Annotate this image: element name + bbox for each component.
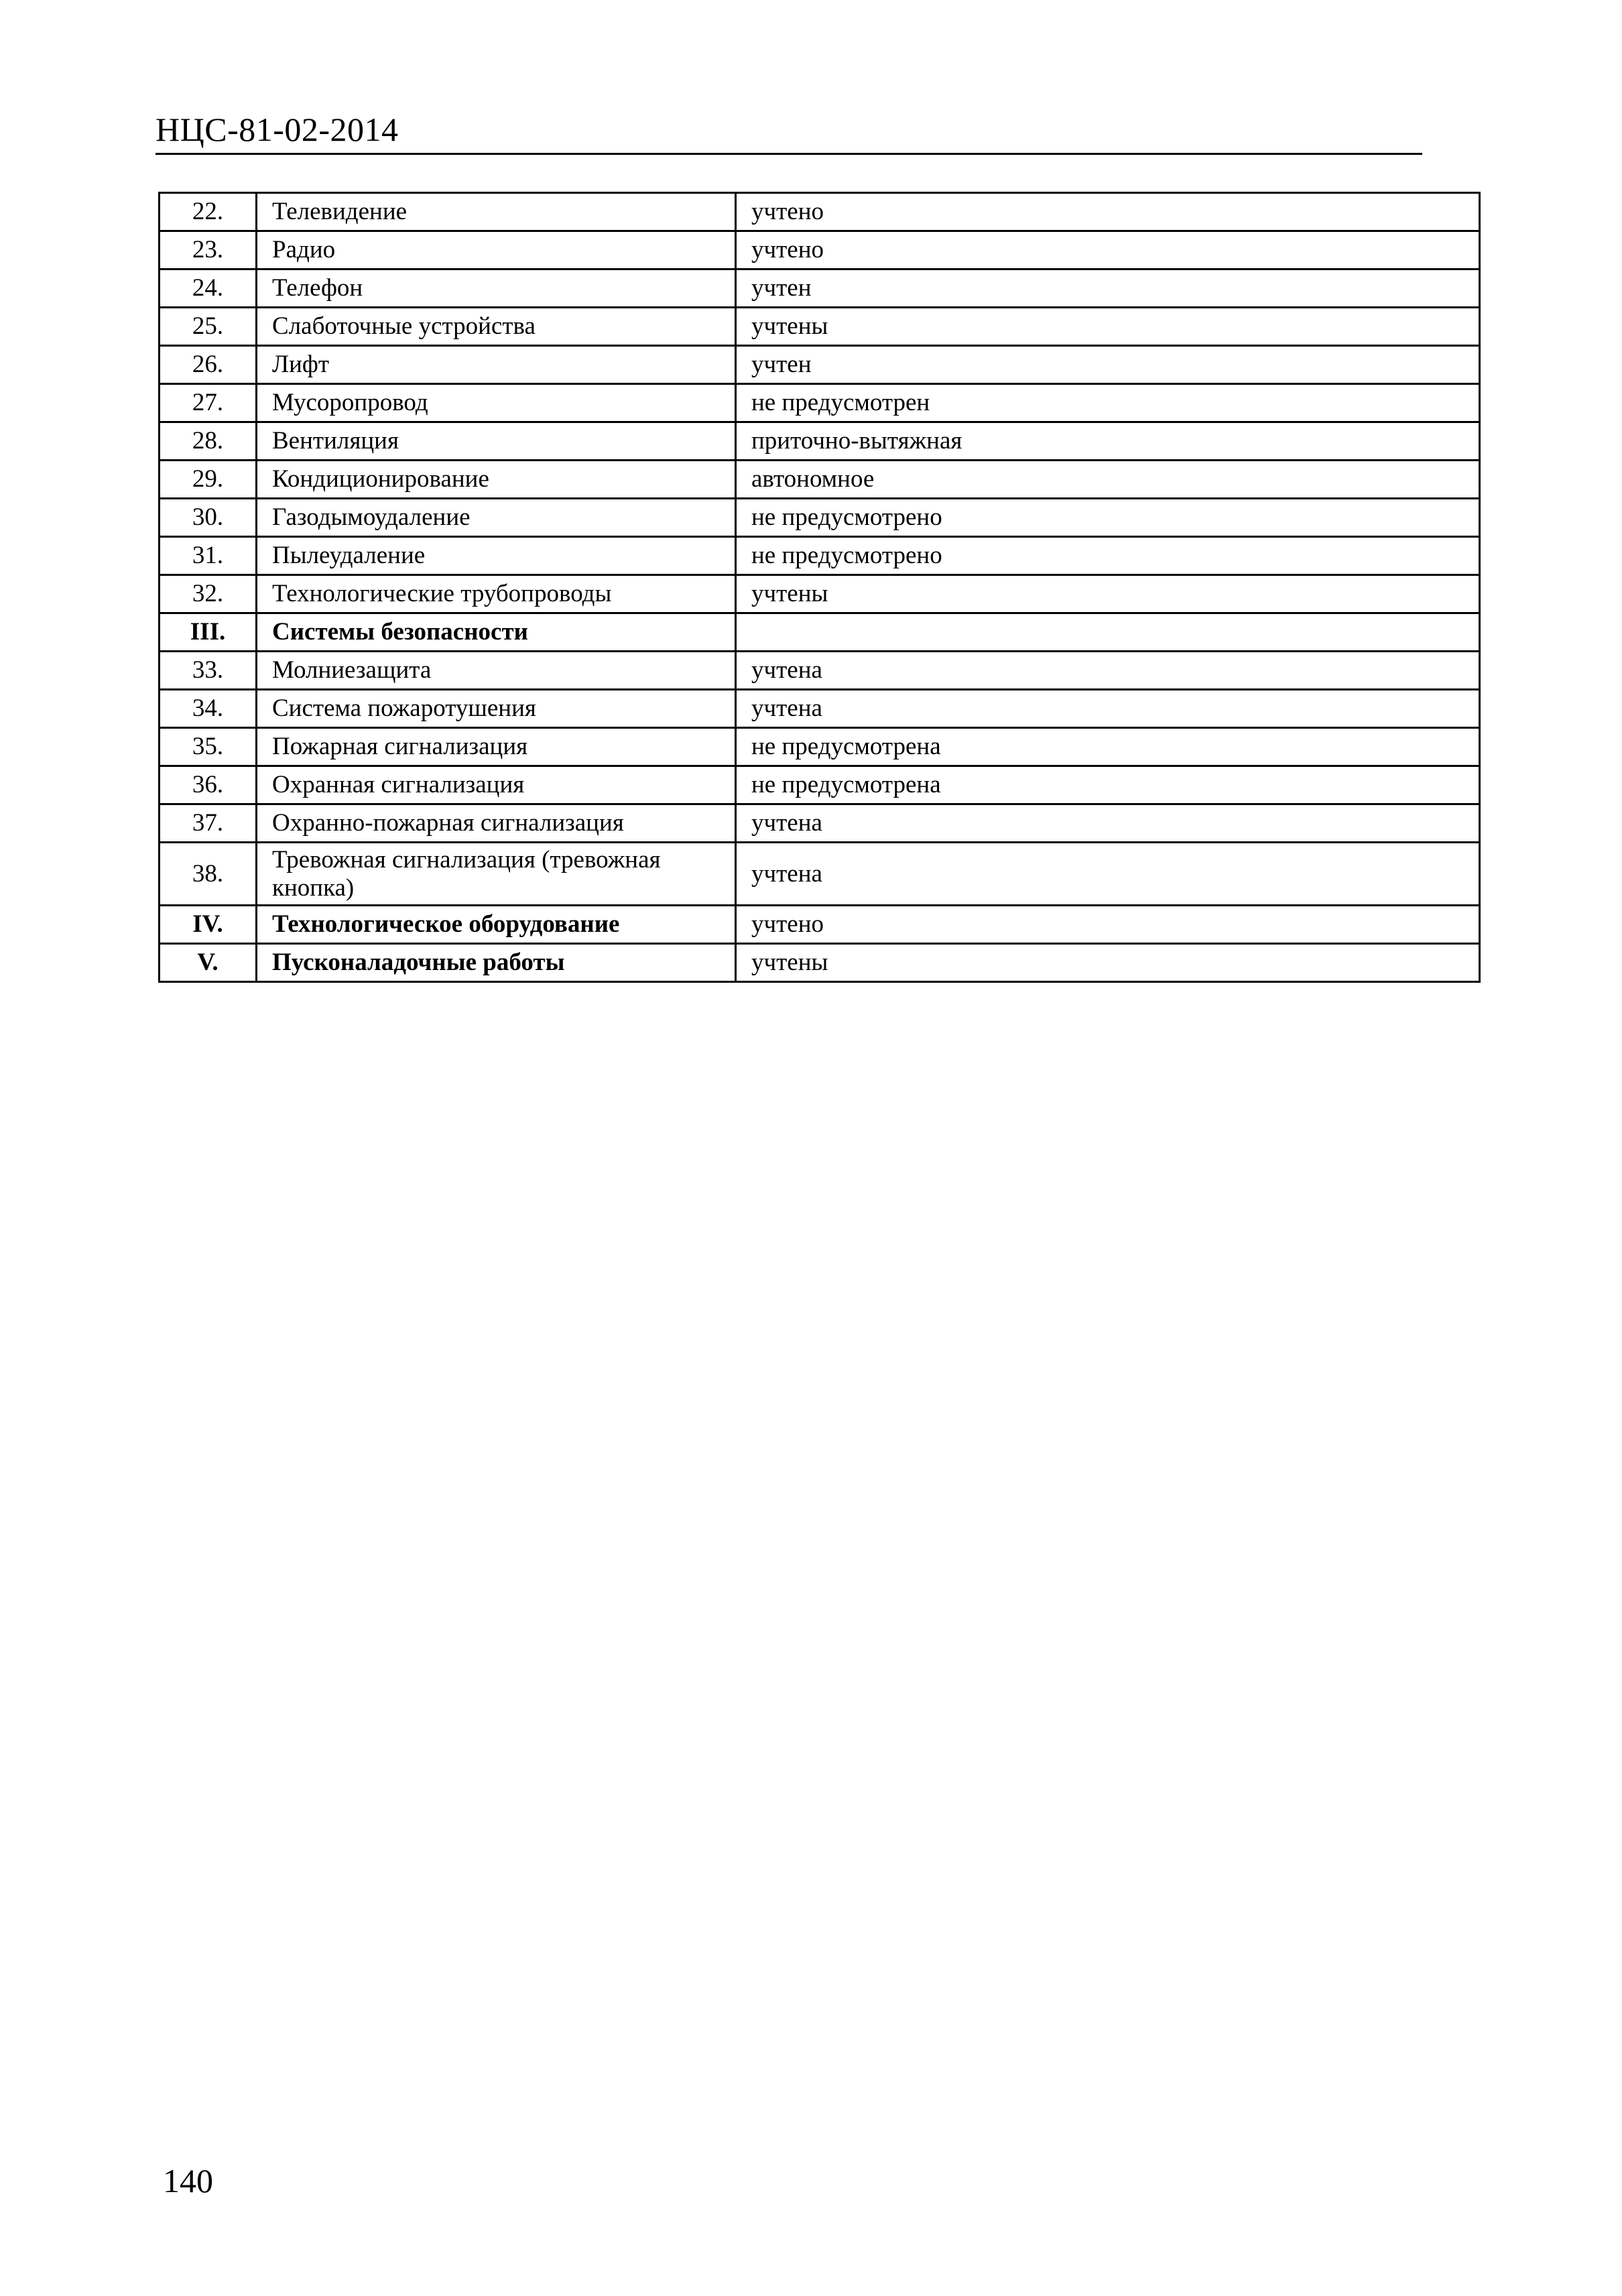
row-value: не предусмотрен (736, 384, 1480, 422)
table-row (160, 804, 1480, 843)
document-header: НЦС-81-02-2014 (155, 111, 399, 148)
row-number: 23. (160, 231, 257, 269)
row-value: учтена (736, 804, 1480, 843)
row-value: учтена (736, 652, 1480, 690)
row-number: 35. (160, 728, 257, 766)
section-number: V. (160, 944, 257, 982)
row-name: Система пожаротушения (257, 690, 736, 728)
table-row (160, 652, 1480, 690)
header-rule (155, 153, 1422, 155)
page-number: 140 (163, 2162, 213, 2199)
row-name: Молниезащита (257, 652, 736, 690)
row-number: 29. (160, 461, 257, 499)
row-name: Пылеудаление (257, 537, 736, 575)
row-number: 28. (160, 422, 257, 461)
row-number: 34. (160, 690, 257, 728)
section-number: III. (160, 613, 257, 652)
row-number: 33. (160, 652, 257, 690)
row-value: не предусмотрена (736, 728, 1480, 766)
row-name: Телефон (257, 269, 736, 308)
table-row (160, 269, 1480, 308)
row-value: не предусмотрено (736, 537, 1480, 575)
row-value: не предусмотрено (736, 499, 1480, 537)
section-row (160, 944, 1480, 982)
row-number: 27. (160, 384, 257, 422)
table-row (160, 461, 1480, 499)
row-name: Кондиционирование (257, 461, 736, 499)
row-name: Охранная сигнализация (257, 766, 736, 804)
section-row (160, 613, 1480, 652)
row-name: Мусоропровод (257, 384, 736, 422)
section-title: Технологическое оборудование (257, 906, 736, 944)
row-value: учтен (736, 346, 1480, 384)
row-name: Лифт (257, 346, 736, 384)
table-row (160, 843, 1480, 906)
row-number: 22. (160, 193, 257, 231)
row-name: Охранно-пожарная сигнализация (257, 804, 736, 843)
row-value: учтены (736, 308, 1480, 346)
row-number: 25. (160, 308, 257, 346)
section-value: учтены (736, 944, 1480, 982)
table-row (160, 308, 1480, 346)
row-value: учтен (736, 269, 1480, 308)
row-name: Газодымоудаление (257, 499, 736, 537)
row-number: 26. (160, 346, 257, 384)
row-value: автономное (736, 461, 1480, 499)
table-row (160, 575, 1480, 613)
table-row (160, 537, 1480, 575)
row-number: 31. (160, 537, 257, 575)
row-number: 30. (160, 499, 257, 537)
row-value: учтены (736, 575, 1480, 613)
table-row (160, 384, 1480, 422)
section-row (160, 906, 1480, 944)
row-value: учтено (736, 231, 1480, 269)
row-name: Пожарная сигнализация (257, 728, 736, 766)
row-number: 38. (160, 843, 257, 906)
row-name: Слаботочные устройства (257, 308, 736, 346)
row-number: 24. (160, 269, 257, 308)
row-value: приточно-вытяжная (736, 422, 1480, 461)
section-value: учтено (736, 906, 1480, 944)
row-number: 32. (160, 575, 257, 613)
row-name: Вентиляция (257, 422, 736, 461)
section-value (736, 613, 1480, 652)
specification-table (158, 192, 1481, 983)
table-row (160, 346, 1480, 384)
section-title: Пусконаладочные работы (257, 944, 736, 982)
table-row (160, 193, 1480, 231)
table-row (160, 690, 1480, 728)
row-name: Телевидение (257, 193, 736, 231)
section-title: Системы безопасности (257, 613, 736, 652)
table-row (160, 422, 1480, 461)
row-value: не предусмотрена (736, 766, 1480, 804)
row-name: Технологические трубопроводы (257, 575, 736, 613)
row-name: Радио (257, 231, 736, 269)
row-value: учтено (736, 193, 1480, 231)
table-row (160, 231, 1480, 269)
section-number: IV. (160, 906, 257, 944)
table-row (160, 728, 1480, 766)
row-value: учтена (736, 690, 1480, 728)
table-row (160, 499, 1480, 537)
row-number: 36. (160, 766, 257, 804)
row-number: 37. (160, 804, 257, 843)
row-name: Тревожная сигнализация (тревожная кнопка) (257, 843, 736, 906)
table-row (160, 766, 1480, 804)
row-value: учтена (736, 843, 1480, 906)
